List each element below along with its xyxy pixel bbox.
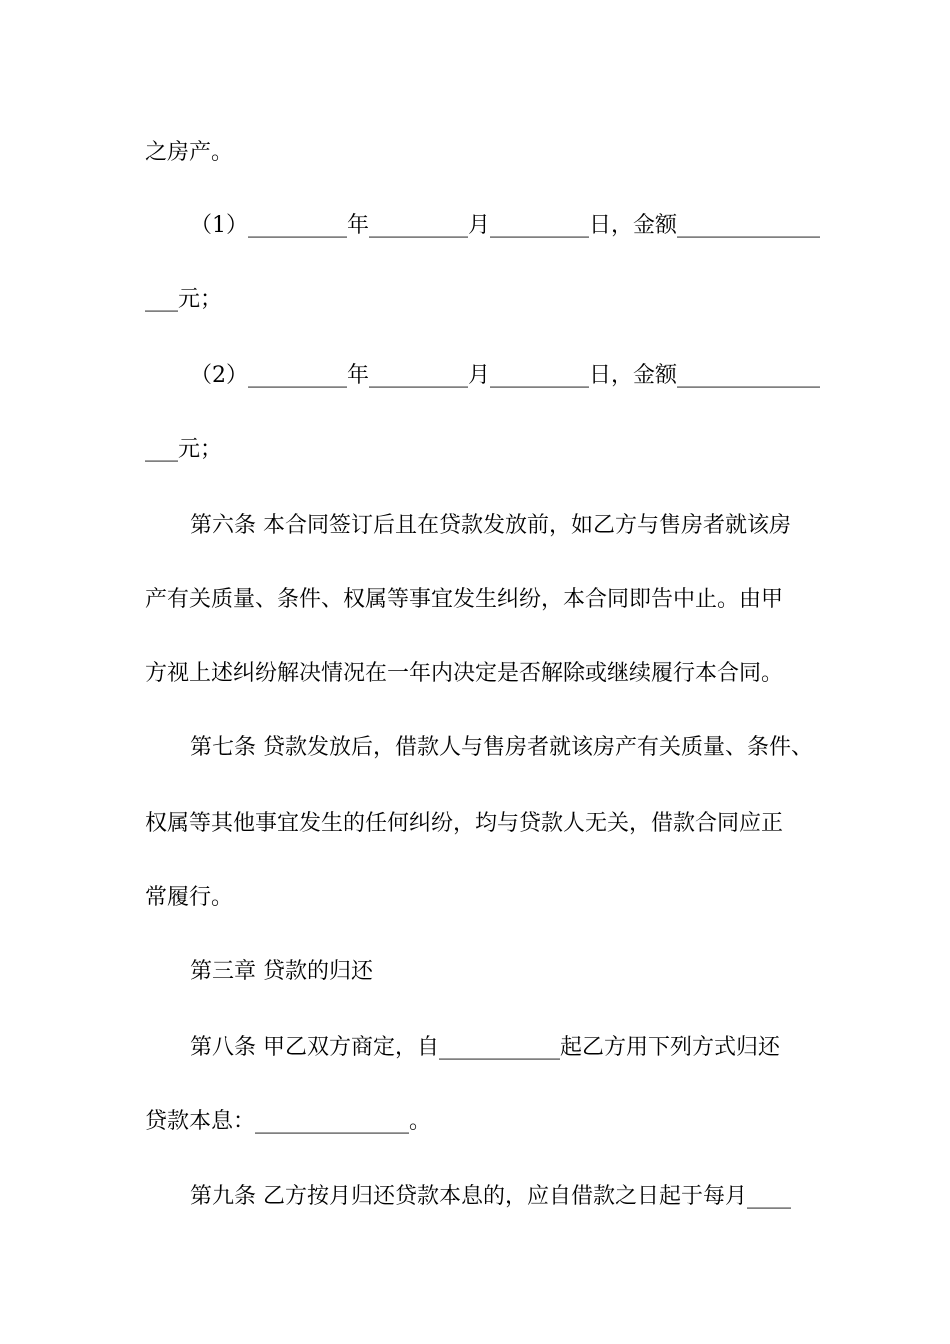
article-7-line-3: 常履行。 (145, 885, 234, 910)
payment-item-1-continuation: ___元； (145, 287, 223, 312)
article-8-line-1: 第八条 甲乙双方商定，自___________起乙方用下列方式归还 (190, 1035, 780, 1060)
article-6-line-2: 产有关质量、条件、权属等事宜发生纠纷，本合同即告中止。由甲 (145, 587, 784, 612)
payment-item-2: （2）_________年_________月_________日，金额_____________ (190, 363, 820, 388)
article-9-line-1: 第九条 乙方按月归还贷款本息的，应自借款之日起于每月____ (190, 1184, 791, 1209)
article-6-line-3: 方视上述纠纷解决情况在一年内决定是否解除或继续履行本合同。 (145, 661, 784, 686)
article-7-line-1: 第七条 贷款发放后，借款人与售房者就该房产有关质量、条件、 (190, 735, 813, 760)
article-7-line-2: 权属等其他事宜发生的任何纠纷，均与贷款人无关，借款合同应正 (145, 811, 784, 836)
text-line-continuation: 之房产。 (145, 140, 234, 165)
chapter-3-heading: 第三章 贷款的归还 (190, 959, 373, 984)
article-6-line-1: 第六条 本合同签订后且在贷款发放前，如乙方与售房者就该房 (190, 513, 791, 538)
payment-item-2-continuation: ___元； (145, 437, 223, 462)
payment-item-1: （1）_________年_________月_________日，金额_____________ (190, 213, 820, 238)
article-8-line-2: 贷款本息：______________。 (145, 1109, 432, 1134)
